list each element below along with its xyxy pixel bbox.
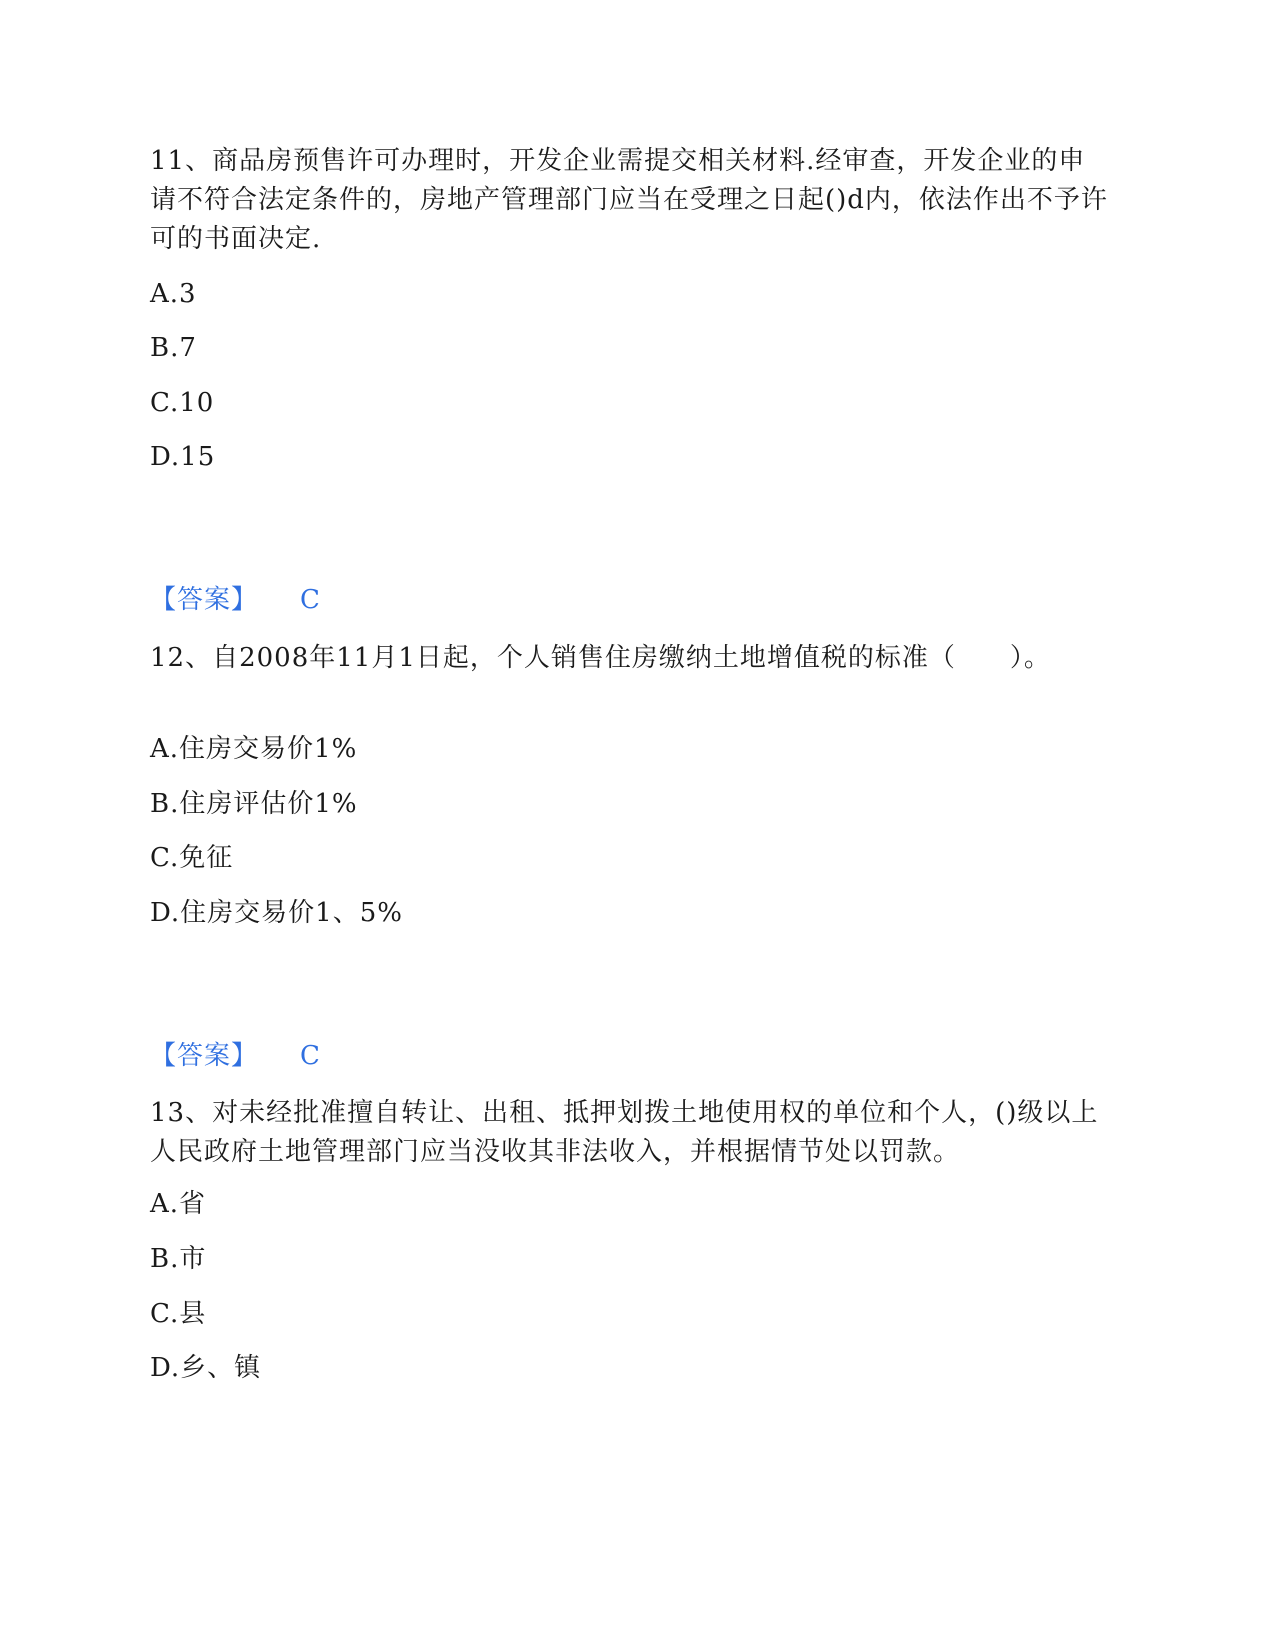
question-12-text: 12、自2008年11月1日起，个人销售住房缴纳土地增值税的标准（ ）。 — [150, 643, 1051, 673]
question-11-option-c: C.10 — [150, 388, 215, 418]
question-12-option-d: D.住房交易价1、5% — [150, 898, 403, 928]
question-13-option-a: A.省 — [150, 1189, 207, 1219]
question-11-option-a: A.3 — [150, 279, 197, 309]
question-12-answer — [150, 1040, 320, 1072]
question-13-option-c: C.县 — [150, 1299, 207, 1329]
answer-label: 【答案】 — [150, 585, 259, 615]
question-13-option-b: B.市 — [150, 1244, 207, 1274]
question-11-text: 11、商品房预售许可办理时，开发企业需提交相关材料.经审查，开发企业的申请不符合法定条件的，房地产管理部门应当在受理之日起()d内，依法作出不予许可的书面决定. — [150, 146, 1108, 254]
answer-value: C — [300, 585, 320, 615]
question-12-option-c: C.免征 — [150, 843, 234, 873]
question-11-answer — [150, 584, 320, 616]
question-12-option-a: A.住房交易价1% — [150, 734, 358, 764]
answer-label: 【答案】 — [150, 1041, 259, 1071]
answer-value: C — [300, 1041, 320, 1071]
question-13-option-d: D.乡、镇 — [150, 1353, 262, 1383]
question-11-option-b: B.7 — [150, 333, 197, 363]
question-13-text: 13、对未经批准擅自转让、出租、抵押划拨土地使用权的单位和个人，()级以上人民政府土地管理部门应当没收其非法收入，并根据情节处以罚款。 — [150, 1098, 1099, 1167]
question-12-option-b: B.住房评估价1% — [150, 789, 358, 819]
question-11-option-d: D.15 — [150, 442, 216, 472]
